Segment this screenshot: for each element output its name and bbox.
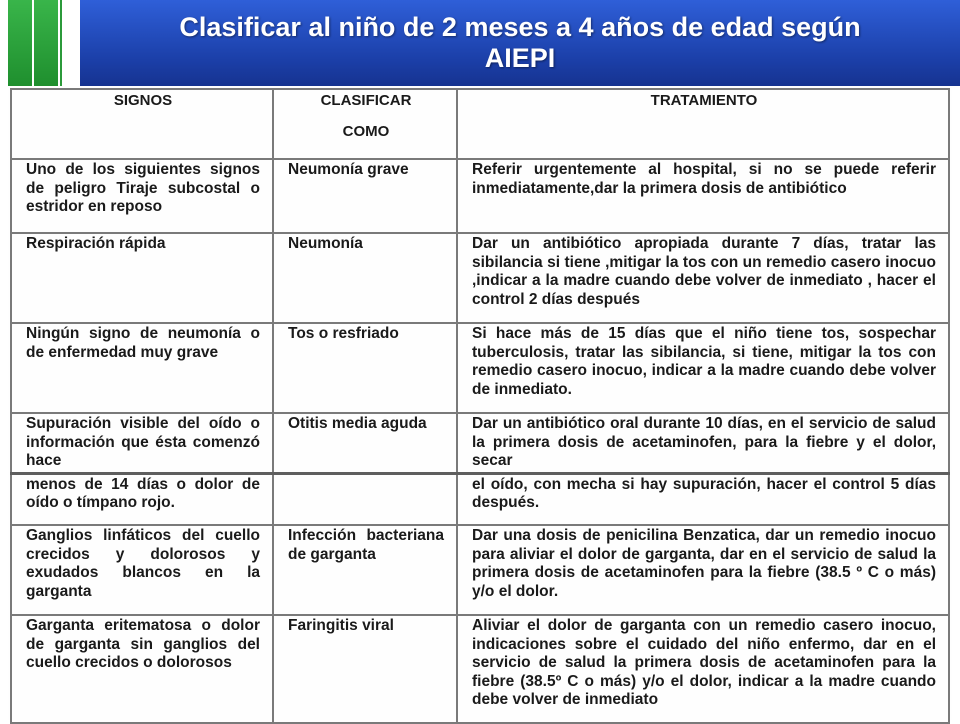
header-signos: SIGNOS [11, 89, 273, 159]
cell-tratamiento: Aliviar el dolor de garganta con un remedio casero inocuo, indicaciones sobre el cuidado del niño enfermo, dar en el servicio de salud la primera dosis de acetaminofen para la fiebre (38.5º C o más) y/o el dolor, indicar a la madre cuando debe volver de inmediato [457, 615, 949, 723]
cell-tratamiento: Dar una dosis de penicilina Benzatica, dar un remedio inocuo para aliviar el dolor de garganta, dar en el servicio de salud la primera dosis de acetaminofen para la fiebre (38.5 º C o más) y/o el dolor. [457, 525, 949, 615]
cell-clasificar: Neumonía grave [273, 159, 457, 233]
green-bar-1 [8, 0, 34, 86]
cell-clasificar: Infección bacteriana de garganta [273, 525, 457, 615]
cell-signos: menos de 14 días o dolor de oído o tímpano rojo. [11, 473, 273, 525]
cell-signos: Ganglios linfáticos del cuello crecidos y dolorosos y exudados blancos en la garganta [11, 525, 273, 615]
green-bar-3 [60, 0, 80, 86]
cell-signos: Respiración rápida [11, 233, 273, 323]
green-bar-2 [34, 0, 60, 86]
table-row [11, 159, 949, 233]
cell-tratamiento: Dar un antibiótico oral durante 10 días, en el servicio de salud la primera dosis de acetaminofen, para la fiebre y el dolor, secar [457, 413, 949, 473]
cell-clasificar [273, 473, 457, 525]
cell-signos: Uno de los siguientes signos de peligro Tiraje subcostal o estridor en reposo [11, 159, 273, 233]
cell-signos: Supuración visible del oído o información que ésta comenzó hace [11, 413, 273, 473]
cell-tratamiento: Dar un antibiótico apropiada durante 7 días, tratar las sibilancia si tiene ,mitigar la tos con un remedio casero inocuo ,indicar a la madre cuando debe volver de inmediato , hacer el control 2 días después [457, 233, 949, 323]
table-row [11, 413, 949, 473]
page-title-line-1: Clasificar al niño de 2 meses a 4 años de edad según [179, 12, 861, 42]
cell-tratamiento: el oído, con mecha si hay supuración, hacer el control 5 días después. [457, 473, 949, 525]
title-banner [80, 0, 960, 86]
cell-clasificar: Otitis media aguda [273, 413, 457, 473]
cell-clasificar: Faringitis viral [273, 615, 457, 723]
table-row [11, 525, 949, 615]
decorative-green-bars [0, 0, 80, 86]
page-title-line-2: AIEPI [484, 43, 556, 73]
cell-signos: Ningún signo de neumonía o de enfermedad muy grave [11, 323, 273, 413]
classification-table-container [8, 88, 952, 720]
cell-tratamiento: Si hace más de 15 días que el niño tiene tos, sospechar tuberculosis, tratar las sibilancia, si tiene, mitigar la tos con remedio casero inocuo, indicar a la madre cuando debe volver de inmediato. [457, 323, 949, 413]
table-row [11, 615, 949, 723]
table-row [11, 473, 949, 525]
classification-table [10, 88, 950, 724]
header-clasificar-line-2: COMO [342, 122, 390, 140]
table-row [11, 233, 949, 323]
cell-signos: Garganta eritematosa o dolor de garganta sin ganglios del cuello crecidos o dolorosos [11, 615, 273, 723]
header-clasificar [273, 89, 457, 159]
cell-tratamiento: Referir urgentemente al hospital, si no se puede referir inmediatamente,dar la primera dosis de antibiótico [457, 159, 949, 233]
table-row [11, 323, 949, 413]
header-tratamiento: TRATAMIENTO [457, 89, 949, 159]
cell-clasificar: Tos o resfriado [273, 323, 457, 413]
table-header-row [11, 89, 949, 159]
cell-clasificar: Neumonía [273, 233, 457, 323]
header-clasificar-line-1: CLASIFICAR [320, 92, 412, 109]
